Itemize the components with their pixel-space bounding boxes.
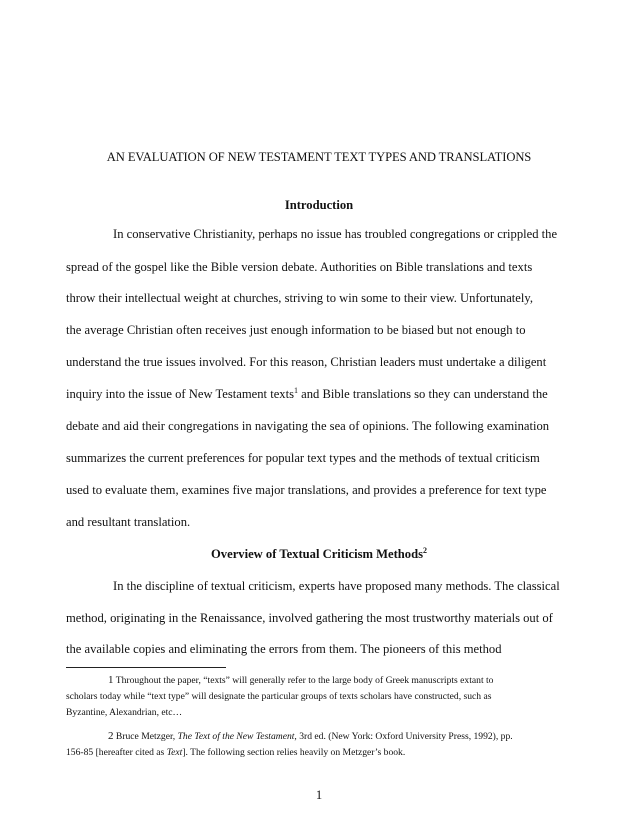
paragraph-line: used to evaluate them, examines five major translations, and provides a preference for text type [66, 483, 547, 497]
paragraph-line: the average Christian often receives just enough information to be biased but not enough to [66, 323, 526, 337]
paragraph-line: and resultant translation. [66, 515, 191, 529]
footnote-number: 2 [108, 730, 114, 742]
paragraph-line: summarizes the current preferences for popular text types and the methods of textual criticism [66, 451, 540, 465]
footnote-1-line: Byzantine, Alexandrian, etc… [66, 707, 183, 718]
footnote-text: , 3rd ed. (New York: Oxford University Press, 1992), pp. [294, 731, 513, 742]
line-text: inquiry into the issue of New Testament texts [66, 387, 294, 401]
footnote-text: 156-85 [hereafter cited as [66, 747, 167, 758]
footnote-book-title: The Text of the New Testament [177, 731, 295, 742]
paragraph-line: throw their intellectual weight at churches, striving to win some to their view. Unfortunately, [66, 291, 534, 305]
paragraph-line: method, originating in the Renaissance, involved gathering the most trustworthy materials out of [66, 611, 553, 625]
footnote-2-line [108, 730, 567, 743]
paragraph-line: In the discipline of textual criticism, experts have proposed many methods. The classical [113, 579, 560, 593]
section-heading-overview [0, 547, 638, 562]
paragraph-line: understand the true issues involved. For this reason, Christian leaders must undertake a diligent [66, 355, 547, 369]
heading-text: Overview of Textual Criticism Methods [211, 547, 423, 561]
footnote-marker[interactable]: 1 [294, 385, 298, 395]
line-text: and Bible translations so they can understand the [301, 387, 548, 401]
paragraph-line: spread of the gospel like the Bible version debate. Authorities on Bible translations and texts [66, 260, 533, 274]
footnote-marker[interactable]: 2 [422, 545, 427, 555]
paragraph-line-with-footnote [66, 386, 572, 402]
section-heading-introduction: Introduction [284, 198, 354, 212]
footnote-author: Bruce Metzger, [115, 731, 178, 742]
paragraph-line: In conservative Christianity, perhaps no issue has troubled congregations or crippled the [113, 227, 558, 241]
footnote-1-line: scholars today while “text type” will designate the particular groups of texts scholars have constructed, such as [66, 691, 492, 702]
footnote-1-line [108, 674, 567, 687]
footnote-text: Throughout the paper, “texts” will generally refer to the large body of Greek manuscripts extant to [115, 675, 494, 686]
page-number: 1 [315, 788, 323, 802]
footnote-separator [66, 667, 226, 668]
footnote-text: ]. The following section relies heavily on Metzger’s book. [182, 747, 406, 758]
footnote-short-title: Text [166, 747, 183, 758]
paragraph-line: the available copies and eliminating the errors from them. The pioneers of this method [66, 642, 502, 656]
footnote-number: 1 [108, 674, 114, 686]
paragraph-line: debate and aid their congregations in navigating the sea of opinions. The following examination [66, 419, 550, 433]
footnote-2-line [66, 746, 405, 759]
document-title: AN EVALUATION OF NEW TESTAMENT TEXT TYPES AND TRANSLATIONS [106, 150, 532, 164]
